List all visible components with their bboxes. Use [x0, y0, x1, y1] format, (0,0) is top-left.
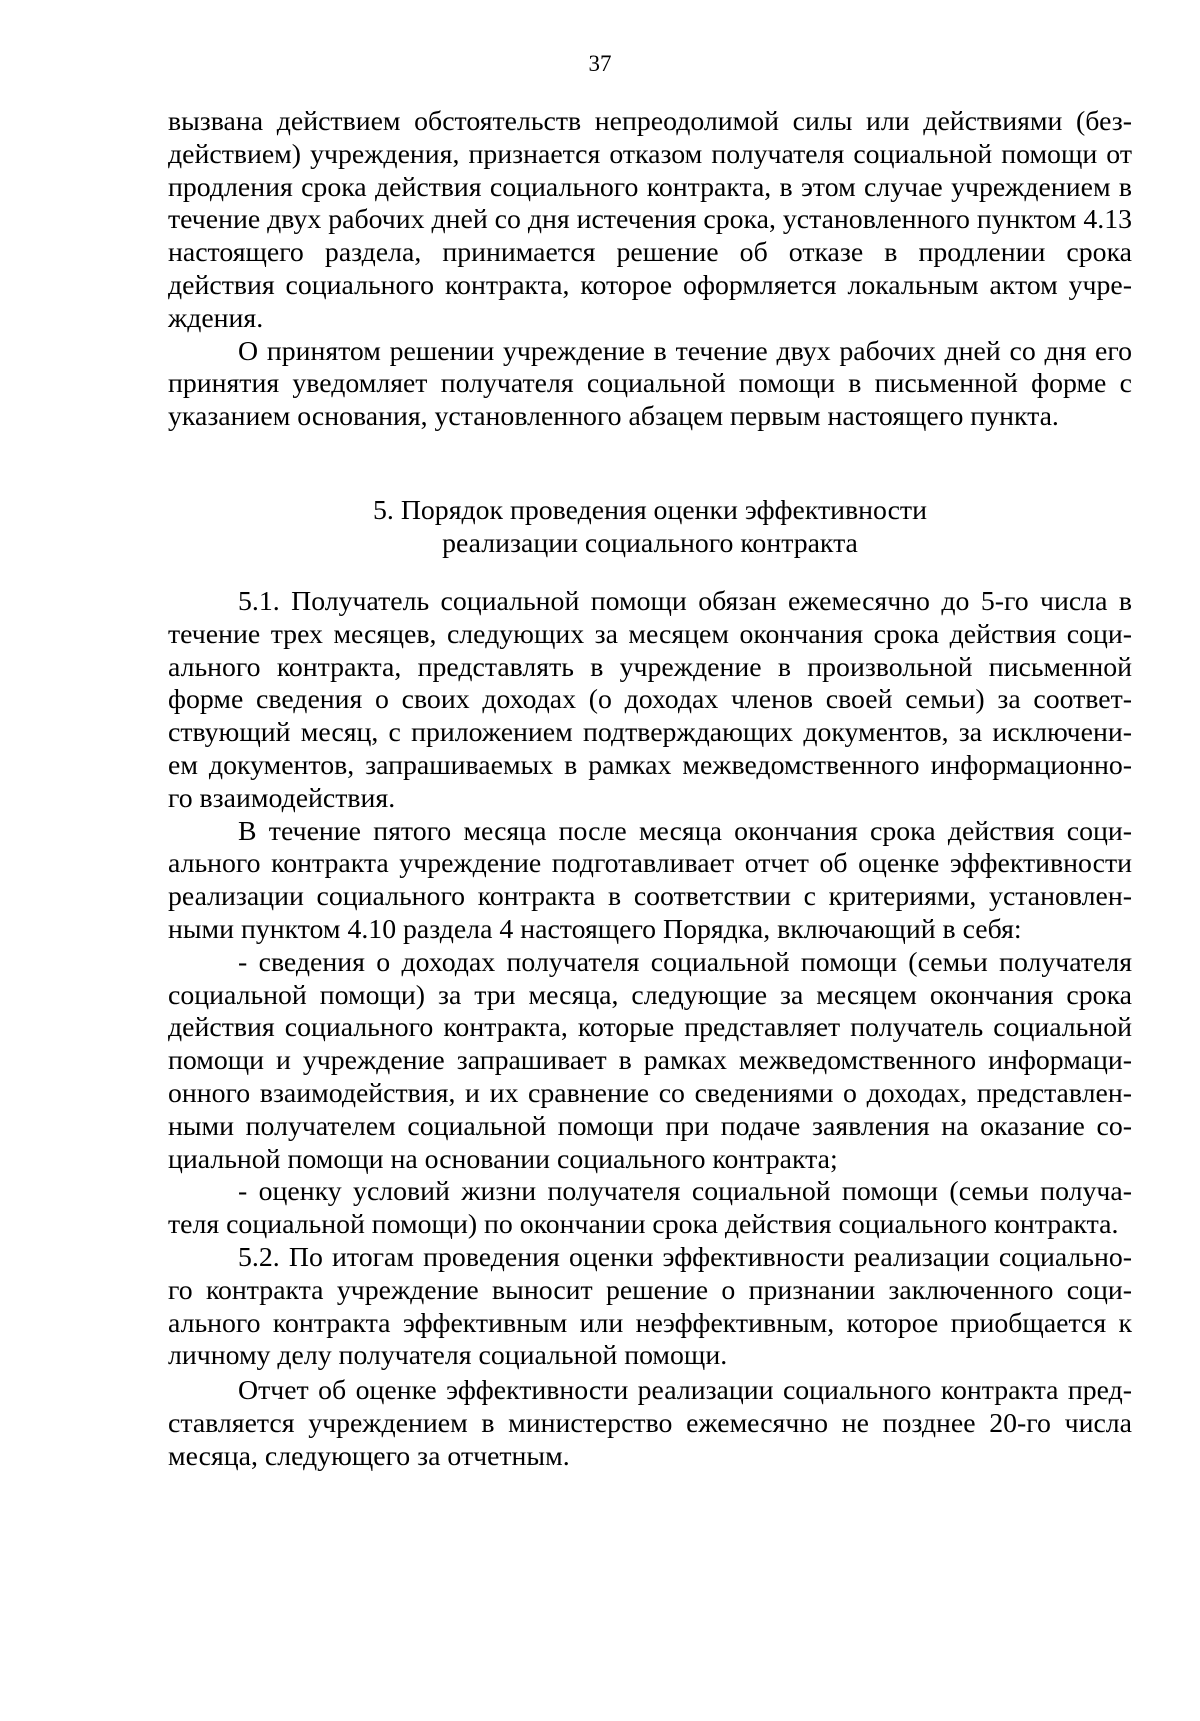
- paragraph-report-submission: Отчет об оценке эффективности реализации социального контракта пред-ставляется учреждением в министерство ежемесячно не позднее 20-го числа месяца, следующего за отчетным.: [168, 1375, 1132, 1472]
- document-body: [168, 106, 1132, 1473]
- list-item-income-info: - сведения о доходах получателя социальной помощи (семьи получателя социальной помощи) за три месяца, следующие за месяцем окончания срока действия социального контракта, которые представляет получатель социальной помощи и учреждение запрашивает в рамках межведомственного информаци-онного взаимодействия, и их сравнение со сведениями о доходах, представлен-ными получателем социальной помощи при подаче заявления на оказание со-циальной помощи на основании социального контракта;: [168, 946, 1132, 1175]
- paragraph-notification: О принятом решении учреждение в течение двух рабочих дней со дня его принятия уведомляет получателя социальной помощи в письменной форме с указанием основания, установленного абзацем первым настоящего пункта.: [168, 335, 1132, 433]
- paragraph-5-1: 5.1. Получатель социальной помощи обязан ежемесячно до 5-го числа в течение трех месяцев, следующих за месяцем окончания срока действия соци-ального контракта, представлять в учреждение в произвольной письменной форме сведения о своих доходах (о доходах членов своей семьи) за соответ-ствующий месяц, с приложением подтверждающих документов, за исключени-ем документов, запрашиваемых в рамках межведомственного информационно-го взаимодействия.: [168, 585, 1132, 814]
- paragraph-report-preparation: В течение пятого месяца после месяца окончания срока действия соци-ального контракта учреждение подготавливает отчет об оценке эффективности реализации социального контракта в соответствии с критериями, установлен-ными пунктом 4.10 раздела 4 настоящего Порядка, включающий в себя:: [168, 815, 1132, 945]
- section-heading-line-1: 5. Порядок проведения оценки эффективности: [373, 494, 927, 526]
- section-heading-line-2: реализации социального контракта: [442, 527, 858, 559]
- section-heading: [168, 494, 1132, 560]
- paragraph-5-2: 5.2. По итогам проведения оценки эффективности реализации социально-го контракта учреждение выносит решение о признании заключенного соци-ального контракта эффективным или неэффективным, которое приобщается к личному делу получателя социальной помощи.: [168, 1241, 1132, 1372]
- list-item-living-conditions: - оценку условий жизни получателя социальной помощи (семьи получа-теля социальной помощи) по окончании срока действия социального контракта.: [168, 1176, 1132, 1241]
- paragraph-continuation: вызвана действием обстоятельств непреодолимой силы или действиями (без-действием) учреждения, признается отказом получателя социальной помощи от продления срока действия социального контракта, в этом случае учреждением в течение двух рабочих дней со дня истечения срока, установленного пунктом 4.13 настоящего раздела, принимается решение об отказе в продлении срока действия социального контракта, которое оформляется локальным актом учре-ждения.: [168, 106, 1132, 334]
- page-number: 37: [588, 51, 612, 76]
